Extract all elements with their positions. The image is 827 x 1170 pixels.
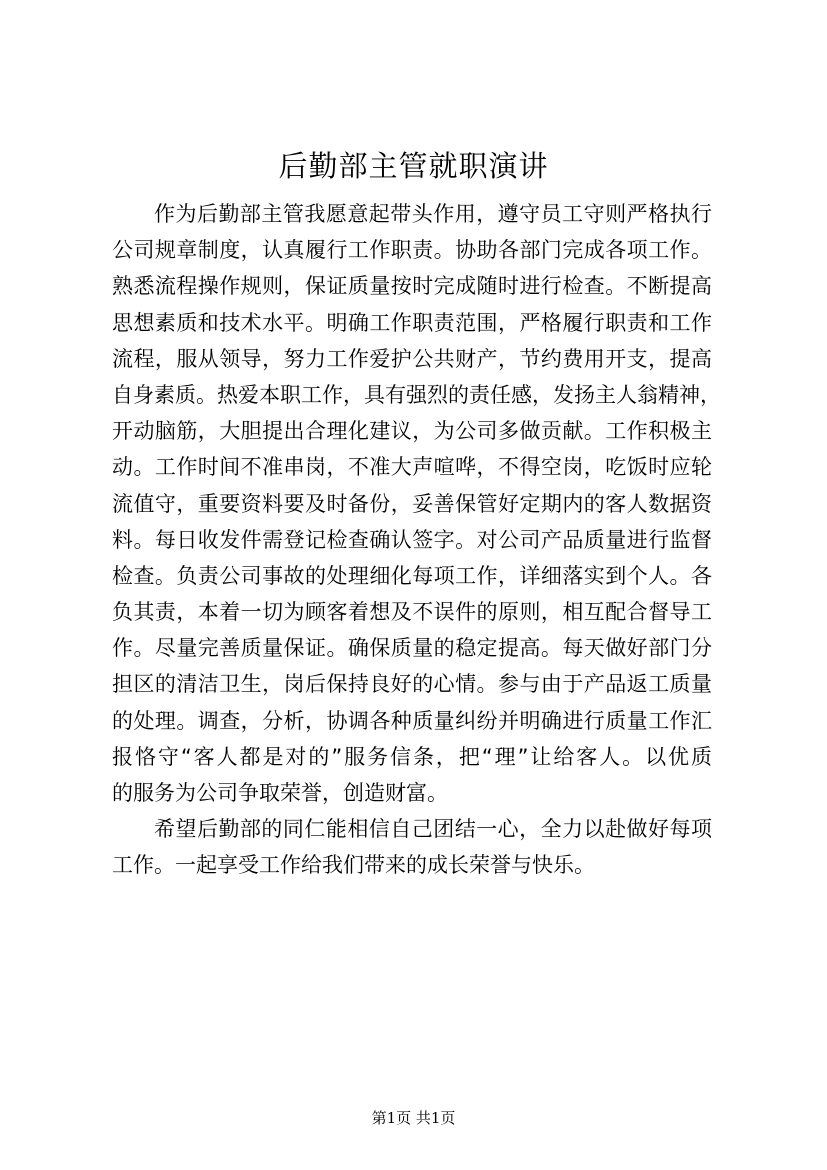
paragraph-line: 的服务为公司争取荣誉，创造财富。 (112, 781, 448, 805)
paragraph-line: 作。尽量完善质量保证。确保质量的稳定提高。每天做好部门分 (112, 636, 712, 661)
paragraph-1 (112, 196, 721, 811)
paragraph-line: 的处理。调查，分析，协调各种质量纠纷并明确进行质量工作汇 (112, 708, 712, 733)
document-title: 后勤部主管就职演讲 (278, 149, 549, 183)
paragraph-line: 工作。一起享受工作给我们带来的成长荣誉与快乐。 (112, 853, 595, 878)
paragraph-line: 料。每日收发件需登记检查确认签字。对公司产品质量进行监督 (112, 527, 712, 552)
paragraph-line: 熟悉流程操作规则，保证质量按时完成随时进行检查。不断提高 (112, 274, 712, 299)
paragraph-line: 报恪守“客人都是对的”服务信条，把“理”让给客人。以优质 (112, 744, 712, 769)
paragraph-line: 检查。负责公司事故的处理细化每项工作，详细落实到个人。各 (112, 563, 712, 588)
paragraph-line: 流程，服从领导，努力工作爱护公共财产，节约费用开支，提高 (112, 346, 712, 371)
page-footer: 第1页 共1页 (371, 1109, 456, 1127)
paragraph-line: 负其责，本着一切为顾客着想及不误件的原则，相互配合督导工 (112, 600, 712, 625)
paragraph-line: 开动脑筋，大胆提出合理化建议，为公司多做贡献。工作积极主 (112, 419, 712, 444)
paragraph-2 (112, 811, 712, 883)
paragraph-line: 作为后勤部主管我愿意起带头作用，遵守员工守则严格执行 (154, 202, 712, 226)
paragraph-line: 担区的清洁卫生，岗后保持良好的心情。参与由于产品返工质量 (112, 672, 712, 697)
paragraph-line: 流值守，重要资料要及时备份，妥善保管好定期内的客人数据资 (112, 491, 712, 516)
paragraph-line: 思想素质和技术水平。明确工作职责范围，严格履行职责和工作 (112, 310, 712, 335)
paragraph-line: 动。工作时间不准串岗，不准大声喧哗，不得空岗，吃饭时应轮 (112, 455, 712, 480)
paragraph-line: 公司规章制度，认真履行工作职责。协助各部门完成各项工作。 (112, 238, 712, 263)
paragraph-line: 希望后勤部的同仁能相信自己团结一心，全力以赴做好每项 (154, 817, 712, 842)
document-body (112, 196, 721, 884)
paragraph-line: 自身素质。热爱本职工作，具有强烈的责任感，发扬主人翁精神， (112, 382, 721, 407)
